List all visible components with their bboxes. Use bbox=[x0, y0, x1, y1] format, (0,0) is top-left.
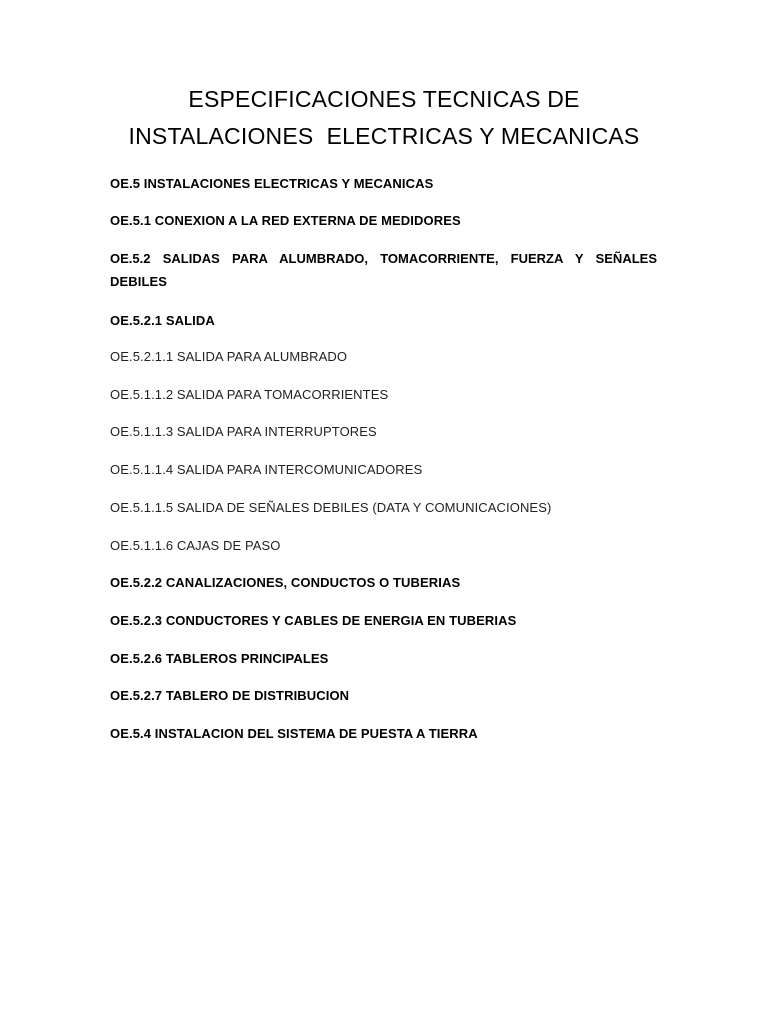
section-heading: OE.5.2 SALIDAS PARA ALUMBRADO, TOMACORRIENTE, FUERZA Y SEÑALES bbox=[110, 251, 657, 266]
section-heading: OE.5.2.2 CANALIZACIONES, CONDUCTOS O TUBERIAS bbox=[110, 575, 461, 590]
subsection-item: OE.5.1.1.4 SALIDA PARA INTERCOMUNICADORES bbox=[110, 462, 423, 477]
subsection-item: OE.5.1.1.3 SALIDA PARA INTERRUPTORES bbox=[110, 424, 377, 439]
subsection-item: OE.5.1.1.2 SALIDA PARA TOMACORRIENTES bbox=[110, 387, 389, 402]
section-heading-continuation: DEBILES bbox=[110, 274, 168, 289]
section-heading: OE.5 INSTALACIONES ELECTRICAS Y MECANICAS bbox=[110, 176, 434, 191]
document-title-line-1: ESPECIFICACIONES TECNICAS DE bbox=[188, 86, 580, 112]
section-heading: OE.5.2.6 TABLEROS PRINCIPALES bbox=[110, 651, 329, 666]
section-heading: OE.5.2.1 SALIDA bbox=[110, 313, 215, 328]
section-heading: OE.5.1 CONEXION A LA RED EXTERNA DE MEDIDORES bbox=[110, 213, 461, 228]
subsection-item: OE.5.1.1.5 SALIDA DE SEÑALES DEBILES (DATA Y COMUNICACIONES) bbox=[110, 500, 552, 515]
section-heading: OE.5.2.7 TABLERO DE DISTRIBUCION bbox=[110, 688, 350, 703]
subsection-item: OE.5.1.1.6 CAJAS DE PASO bbox=[110, 538, 281, 553]
subsection-item: OE.5.2.1.1 SALIDA PARA ALUMBRADO bbox=[110, 349, 348, 364]
document-title-line-2: INSTALACIONES ELECTRICAS Y MECANICAS bbox=[128, 123, 640, 149]
section-heading: OE.5.2.3 CONDUCTORES Y CABLES DE ENERGIA EN TUBERIAS bbox=[110, 613, 517, 628]
section-heading: OE.5.4 INSTALACION DEL SISTEMA DE PUESTA A TIERRA bbox=[110, 726, 478, 741]
